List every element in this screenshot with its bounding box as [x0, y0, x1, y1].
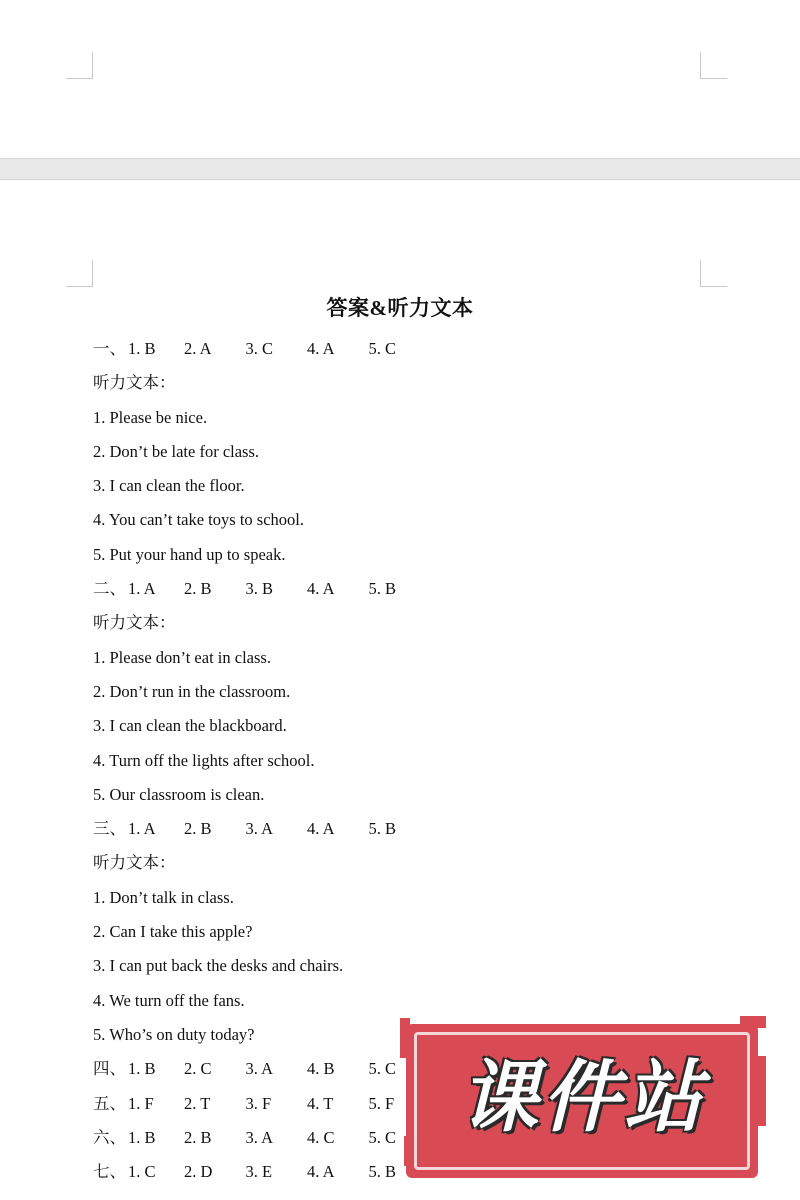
section-number: 二、 — [93, 579, 126, 599]
answer-item: 4. T — [307, 1093, 334, 1113]
answer-row — [93, 572, 713, 606]
text-line: 4. We turn off the fans. — [93, 990, 245, 1010]
section-number: 五、 — [93, 1093, 126, 1113]
text-line: 3. I can clean the floor. — [93, 476, 245, 496]
answer-item: 1. A — [128, 579, 156, 599]
answer-item: 2. B — [184, 819, 212, 839]
text-line: 5. Put your hand up to speak. — [93, 544, 286, 564]
section-number: 六、 — [93, 1127, 126, 1147]
answer-item: 4. A — [307, 1162, 335, 1182]
text-line: 听力文本： — [93, 613, 176, 633]
page-title: 答案&听力文本 — [326, 296, 474, 320]
answer-item: 3. A — [245, 1127, 274, 1147]
answer-row — [93, 332, 713, 366]
watermark-text: 课件站 — [459, 1053, 706, 1143]
answer-item: 4. B — [307, 1059, 335, 1079]
text-line: 1. Don’t talk in class. — [93, 887, 234, 907]
margin-corner-mark — [700, 260, 727, 287]
answer-item: 4. A — [307, 819, 335, 839]
text-line: 3. I can put back the desks and chairs. — [93, 956, 344, 976]
answer-item: 4. A — [307, 339, 335, 358]
answer-item: 2. D — [184, 1162, 213, 1182]
answer-item: 3. E — [245, 1162, 273, 1182]
answer-item: 5. B — [368, 579, 397, 599]
text-line: 2. Can I take this apple? — [93, 922, 253, 942]
previous-page — [0, 0, 800, 158]
answer-item: 1. C — [128, 1162, 156, 1182]
text-line: 4. Turn off the lights after school. — [93, 750, 315, 770]
answer-item: 2. T — [184, 1093, 211, 1113]
section-number: 三、 — [93, 819, 126, 839]
answer-item: 5. F — [368, 1093, 395, 1113]
margin-corner-mark — [66, 260, 93, 287]
answer-row — [93, 812, 713, 846]
answer-item: 5. C — [368, 1127, 397, 1147]
answer-item: 1. B — [128, 339, 156, 358]
text-line: 1. Please don’t eat in class. — [93, 647, 271, 667]
answer-item: 2. C — [184, 1059, 212, 1079]
answer-item: 3. F — [245, 1093, 272, 1113]
answer-item: 2. B — [184, 1127, 212, 1147]
answer-item: 5. C — [368, 339, 397, 358]
section-number: 四、 — [93, 1059, 126, 1079]
answer-item: 1. A — [128, 819, 156, 839]
margin-corner-mark — [66, 52, 93, 79]
answer-item: 3. A — [245, 1059, 274, 1079]
answer-item: 1. F — [128, 1093, 154, 1113]
text-line: 听力文本： — [93, 853, 176, 873]
watermark-stamp — [400, 1016, 766, 1186]
text-line: 5. Our classroom is clean. — [93, 784, 265, 804]
answer-item: 4. C — [307, 1127, 335, 1147]
page-gap — [0, 158, 800, 180]
section-number: 一、 — [93, 339, 126, 358]
text-line: 1. Please be nice. — [93, 407, 208, 427]
answer-item: 5. C — [368, 1059, 397, 1079]
answer-item: 5. B — [368, 1162, 397, 1182]
answer-item: 3. B — [245, 579, 274, 599]
margin-corner-mark — [700, 52, 727, 79]
answer-item: 2. B — [184, 579, 212, 599]
section-number: 七、 — [93, 1162, 126, 1182]
answer-item: 5. B — [368, 819, 397, 839]
stamp-rough-edge — [740, 1016, 766, 1028]
text-line: 4. You can’t take toys to school. — [93, 510, 304, 530]
answer-item: 2. A — [184, 339, 212, 358]
answer-item: 3. A — [245, 819, 274, 839]
text-line: 听力文本： — [93, 373, 176, 393]
text-line: 3. I can clean the blackboard. — [93, 716, 287, 736]
text-line: 2. Don’t be late for class. — [93, 441, 260, 461]
answer-item: 3. C — [245, 339, 274, 358]
answer-item: 4. A — [307, 579, 335, 599]
text-line: 2. Don’t run in the classroom. — [93, 681, 291, 701]
text-line: 5. Who’s on duty today? — [93, 1024, 255, 1044]
answer-item: 1. B — [128, 1127, 156, 1147]
answer-item: 1. B — [128, 1059, 156, 1079]
